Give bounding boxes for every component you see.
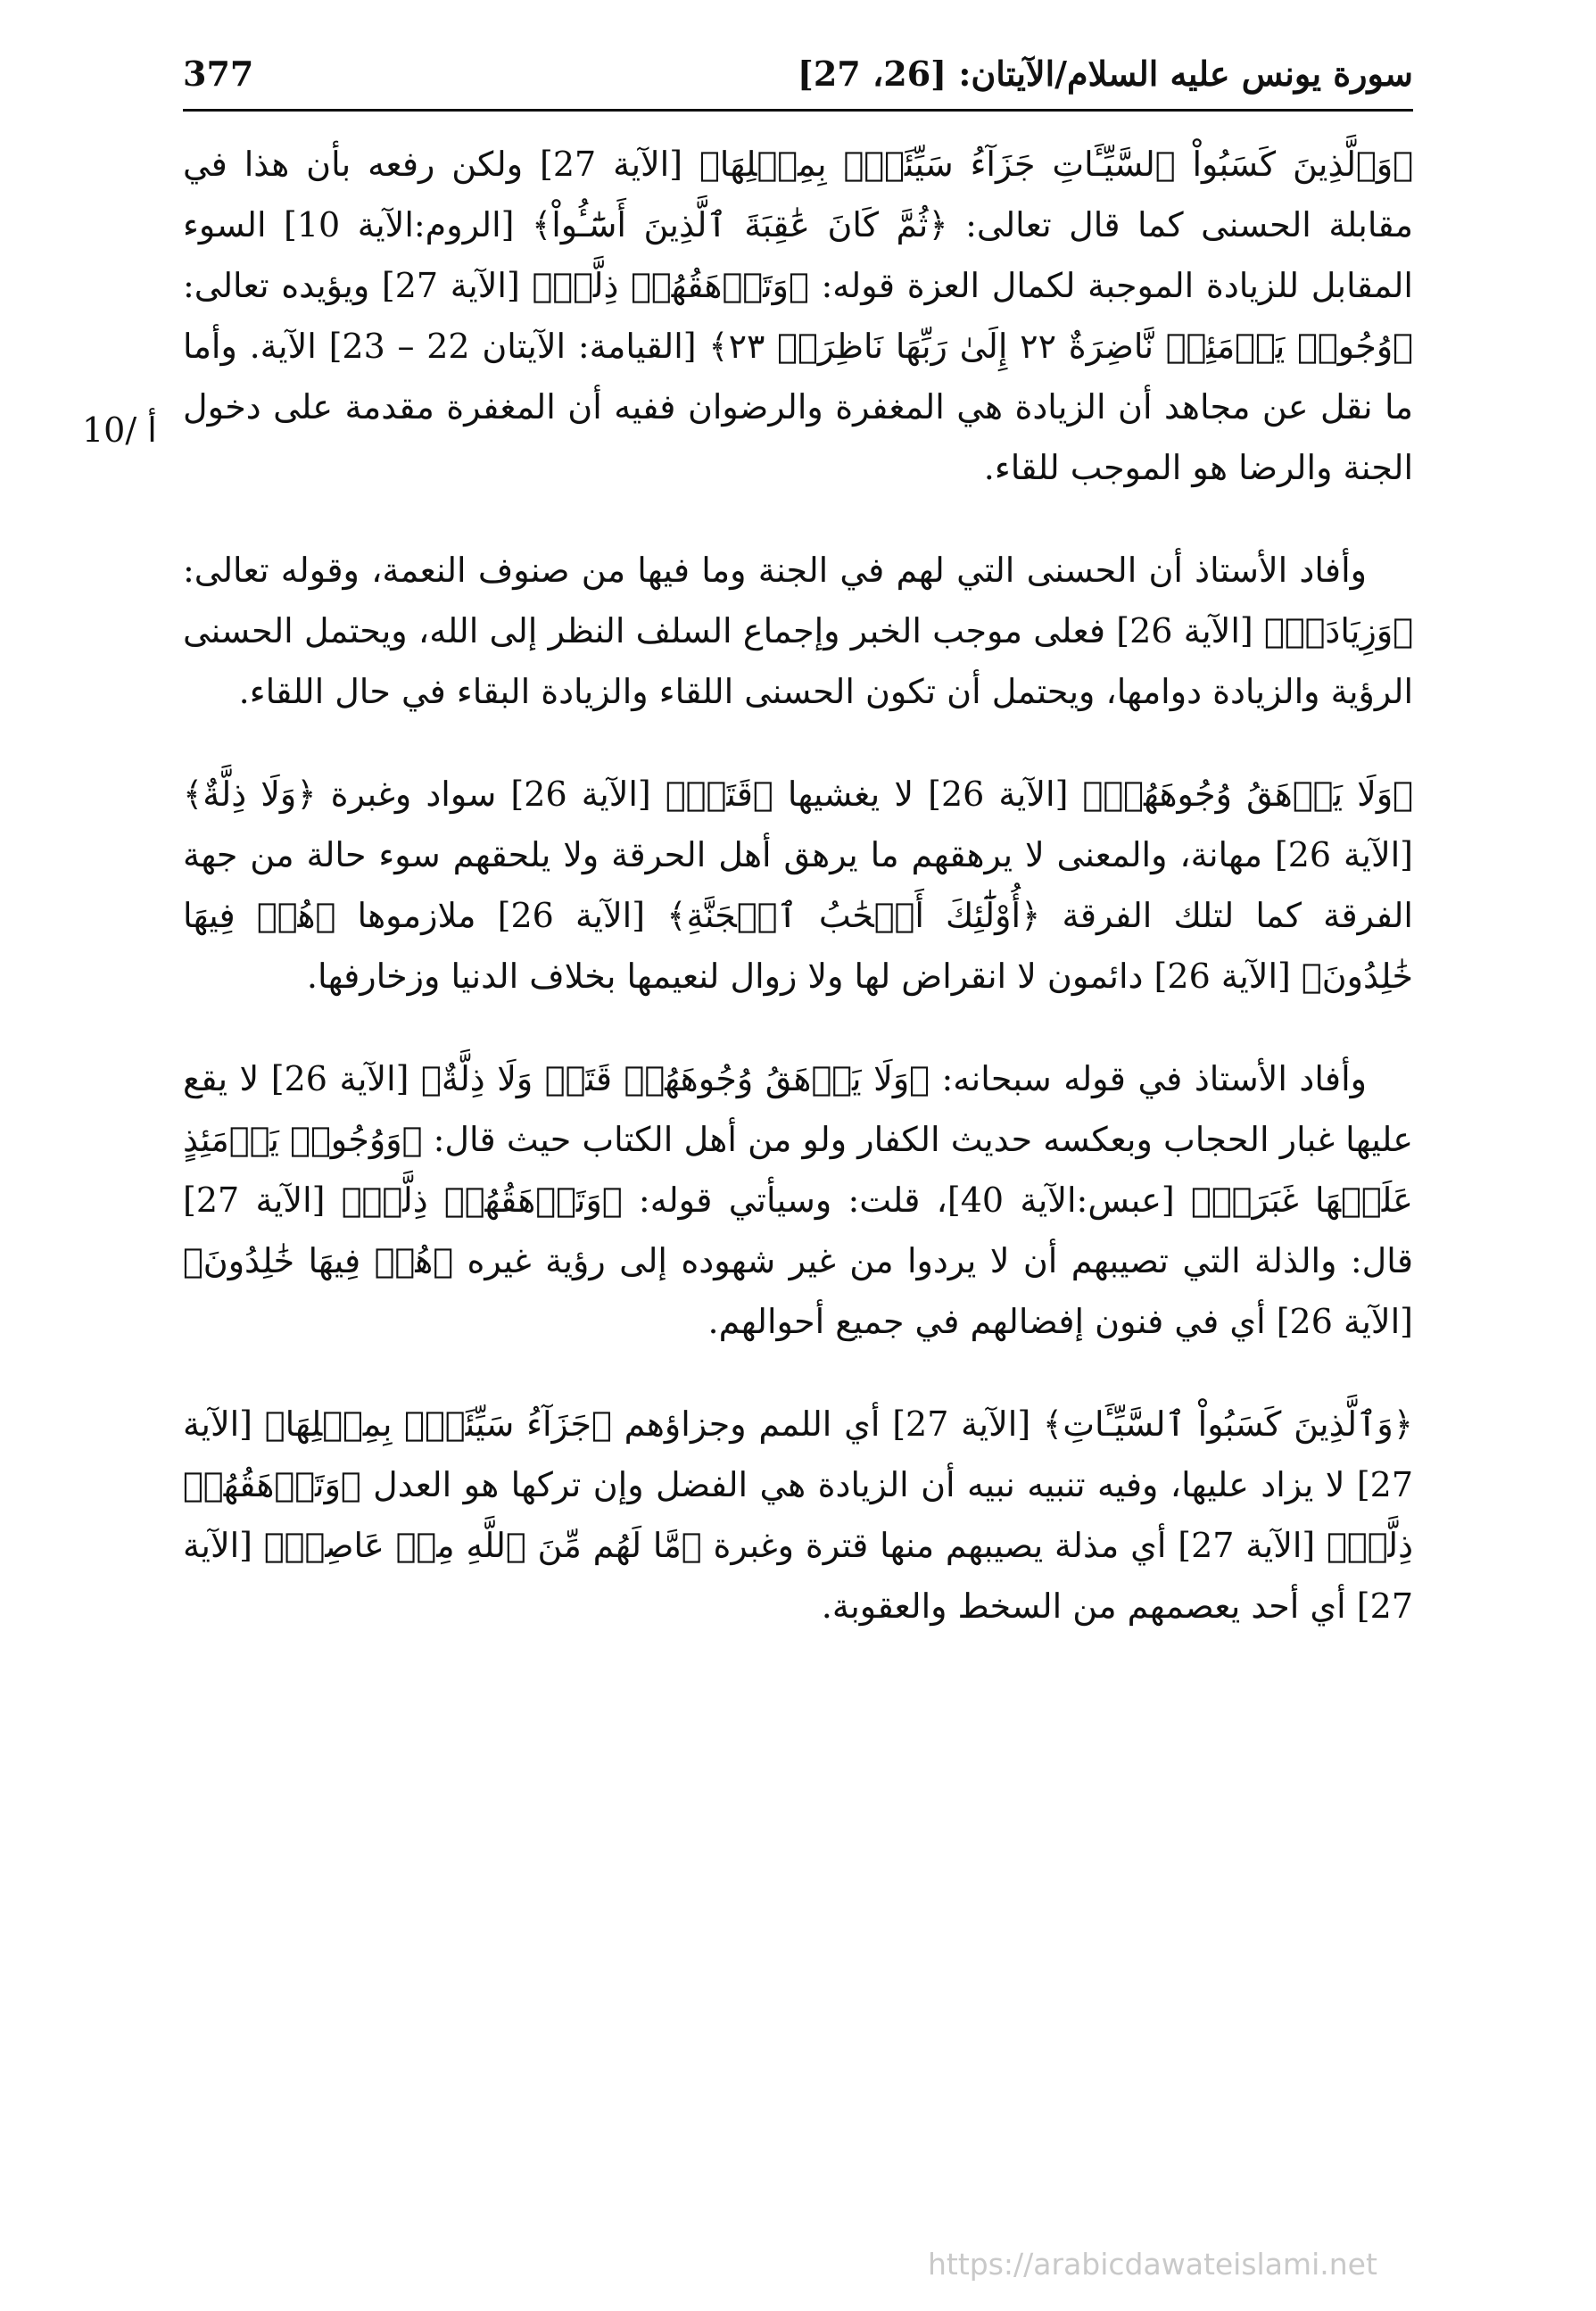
page-body [183, 134, 1413, 1678]
margin-folio-note: 10/ أ [82, 410, 157, 450]
paragraph-5: ﴿وَٱلَّذِينَ كَسَبُواْ ٱلسَّيِّـَٔاتِ﴾ [الآية 27] أي اللمم وجزاؤهم ﴿جَزَآءُ سَيِّئَةِۭ بِمِثۡلِهَا﴾ [الآية 27] لا يزاد عليها، وفيه تنبيه نبيه أن الزيادة هي الفضل وإن تركها هو العدل ﴿وَتَرۡهَقُهُمۡ ذِلَّةٞ﴾ [الآية 27] أي مذلة يصيبهم منها قترة وغبرة ﴿مَّا لَهُم مِّنَ ٱللَّهِ مِنۡ عَاصِمٖ﴾ [الآية 27] أي أحد يعصمهم من السخط والعقوبة. [183, 1404, 1413, 1626]
watermark-url: https://arabicdawateislami.net [928, 2247, 1377, 2282]
paragraph-2: وأفاد الأستاذ أن الحسنى التي لهم في الجنة وما فيها من صنوف النعمة، وقوله تعالى: ﴿وَزِيَادَةٞ﴾ [الآية 26] فعلى موجب الخبر وإجماع السلف النظر إلى الله، ويحتمل الحسنى الرؤية والزيادة دوامها، ويحتمل أن تكون الحسنى اللقاء والزيادة البقاء في حال اللقاء. [183, 551, 1414, 711]
paragraph-3: ﴿وَلَا يَرۡهَقُ وُجُوهَهُمۡ﴾ [الآية 26] لا يغشيها ﴿قَتَرٞ﴾ [الآية 26] سواد وغبرة ﴿وَلَا ذِلَّةٌ﴾ [الآية 26] مهانة، والمعنى لا يرهقهم ما يرهق أهل الحرقة ولا يلحقهم سوء حالة من جهة الفرقة كما لتلك الفرقة ﴿أُوْلَٰٓئِكَ أَصۡحَٰبُ ٱلۡجَنَّةِ﴾ [الآية 26] ملازموها ﴿هُمۡ فِيهَا خَٰلِدُونَ﴾ [الآية 26] دائمون لا انقراض لها ولا زوال لنعيمها بخلاف الدنيا وزخارفها. [183, 774, 1413, 996]
header-rule [183, 109, 1413, 112]
page-header [183, 46, 1413, 100]
running-title: سورة يونس عليه السلام/الآيتان: [26، 27] [797, 53, 1413, 94]
page-number: 377 [183, 53, 254, 94]
paragraph-4: وأفاد الأستاذ في قوله سبحانه: ﴿وَلَا يَرۡهَقُ وُجُوهَهُمۡ قَتَرٞ وَلَا ذِلَّةٌ﴾ [الآية 26] لا يقع عليها غبار الحجاب وبعكسه حديث الكفار ولو من أهل الكتاب حيث قال: ﴿وَوُجُوهٞ يَوۡمَئِذٍ عَلَيۡهَا غَبَرَةٞ﴾ [عبس:الآية 40]، قلت: وسيأتي قوله: ﴿وَتَرۡهَقُهُمۡ ذِلَّةٞ﴾ [الآية 27] قال: والذلة التي تصيبهم أن لا يردوا من غير شهوده إلى رؤية غيره ﴿هُمۡ فِيهَا خَٰلِدُونَ﴾ [الآية 26] أي في فنون إفضالهم في جميع أحوالهم. [183, 1059, 1414, 1341]
paragraph-1: ﴿وَٱلَّذِينَ كَسَبُواْ ٱلسَّيِّـَٔاتِ جَزَآءُ سَيِّئَةِۭ بِمِثۡلِهَا﴾ [الآية 27] ولكن رفعه بأن هذا في مقابلة الحسنى كما قال تعالى: ﴿ثُمَّ كَانَ عَٰقِبَةَ ٱلَّذِينَ أَسَٰٓـُٔواْ﴾ [الروم:الآية 10] السوء المقابل للزيادة الموجبة لكمال العزة قوله: ﴿وَتَرۡهَقُهُمۡ ذِلَّةٞ﴾ [الآية 27] ويؤيده تعالى: ﴿وُجُوهٞ يَوۡمَئِذٖ نَّاضِرَةٌ ٢٢ إِلَىٰ رَبِّهَا نَاظِرَةٞ ٢٣﴾ [القيامة: الآيتان 22 – 23] الآية. وأما ما نقل عن مجاهد أن الزيادة هي المغفرة والرضوان ففيه أن المغفرة مقدمة على دخول الجنة والرضا هو الموجب للقاء. [183, 145, 1413, 487]
